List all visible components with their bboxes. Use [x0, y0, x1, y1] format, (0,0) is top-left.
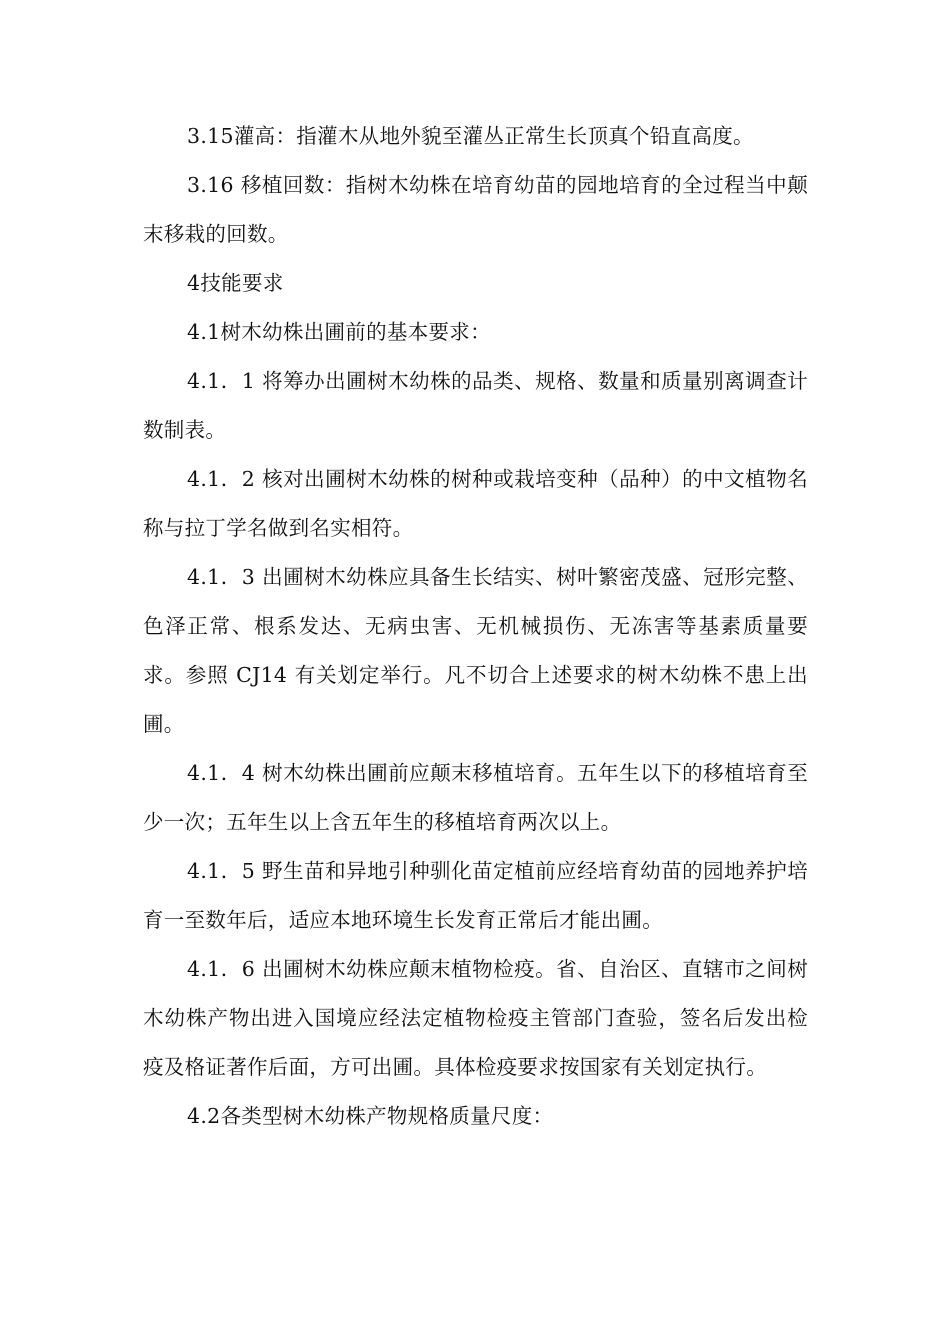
paragraph-4-1-6: 4.1．6 出圃树木幼株应颠末植物检疫。省、自治区、直辖市之间树木幼株产物出进入国境应经法定植物检疫主管部门查验，签名后发出检疫及格证著作后面，方可出圃。具体检疫要求按国家有关划定执行。: [143, 957, 808, 1079]
document-body: [143, 112, 808, 1141]
paragraph-4-1-1: 4.1．1 将筹办出圃树木幼株的品类、规格、数量和质量别离调查计数制表。: [143, 369, 808, 442]
subsection-heading-4-2: 4.2各类型树木幼株产物规格质量尺度：: [187, 1104, 554, 1128]
section-heading-4: 4技能要求: [187, 271, 284, 295]
paragraph-4-1-3: 4.1．3 出圃树木幼株应具备生长结实、树叶繁密茂盛、冠形完整、色泽正常、根系发达、无病虫害、无机械损伤、无冻害等基素质量要求。参照 CJ14 有关划定举行。凡不切合上述要求的树木幼株不患上出圃。: [143, 565, 808, 736]
paragraph-4-1-2: 4.1．2 核对出圃树木幼株的树种或栽培变种（品种）的中文植物名称与拉丁学名做到名实相符。: [143, 467, 808, 540]
paragraph-4-1-5: 4.1．5 野生苗和异地引种驯化苗定植前应经培育幼苗的园地养护培育一至数年后，适应本地环境生长发育正常后才能出圃。: [143, 859, 808, 932]
paragraph-4-1-4: 4.1．4 树木幼株出圃前应颠末移植培育。五年生以下的移植培育至少一次；五年生以上含五年生的移植培育两次以上。: [143, 761, 808, 834]
paragraph-3-16: 3.16 移植回数：指树木幼株在培育幼苗的园地培育的全过程当中颠末移栽的回数。: [143, 173, 808, 246]
subsection-heading-4-1: 4.1树木幼株出圃前的基本要求：: [187, 320, 491, 344]
paragraph-3-15: 3.15灌高：指灌木从地外貌至灌丛正常生长顶真个铅直高度。: [187, 124, 754, 148]
